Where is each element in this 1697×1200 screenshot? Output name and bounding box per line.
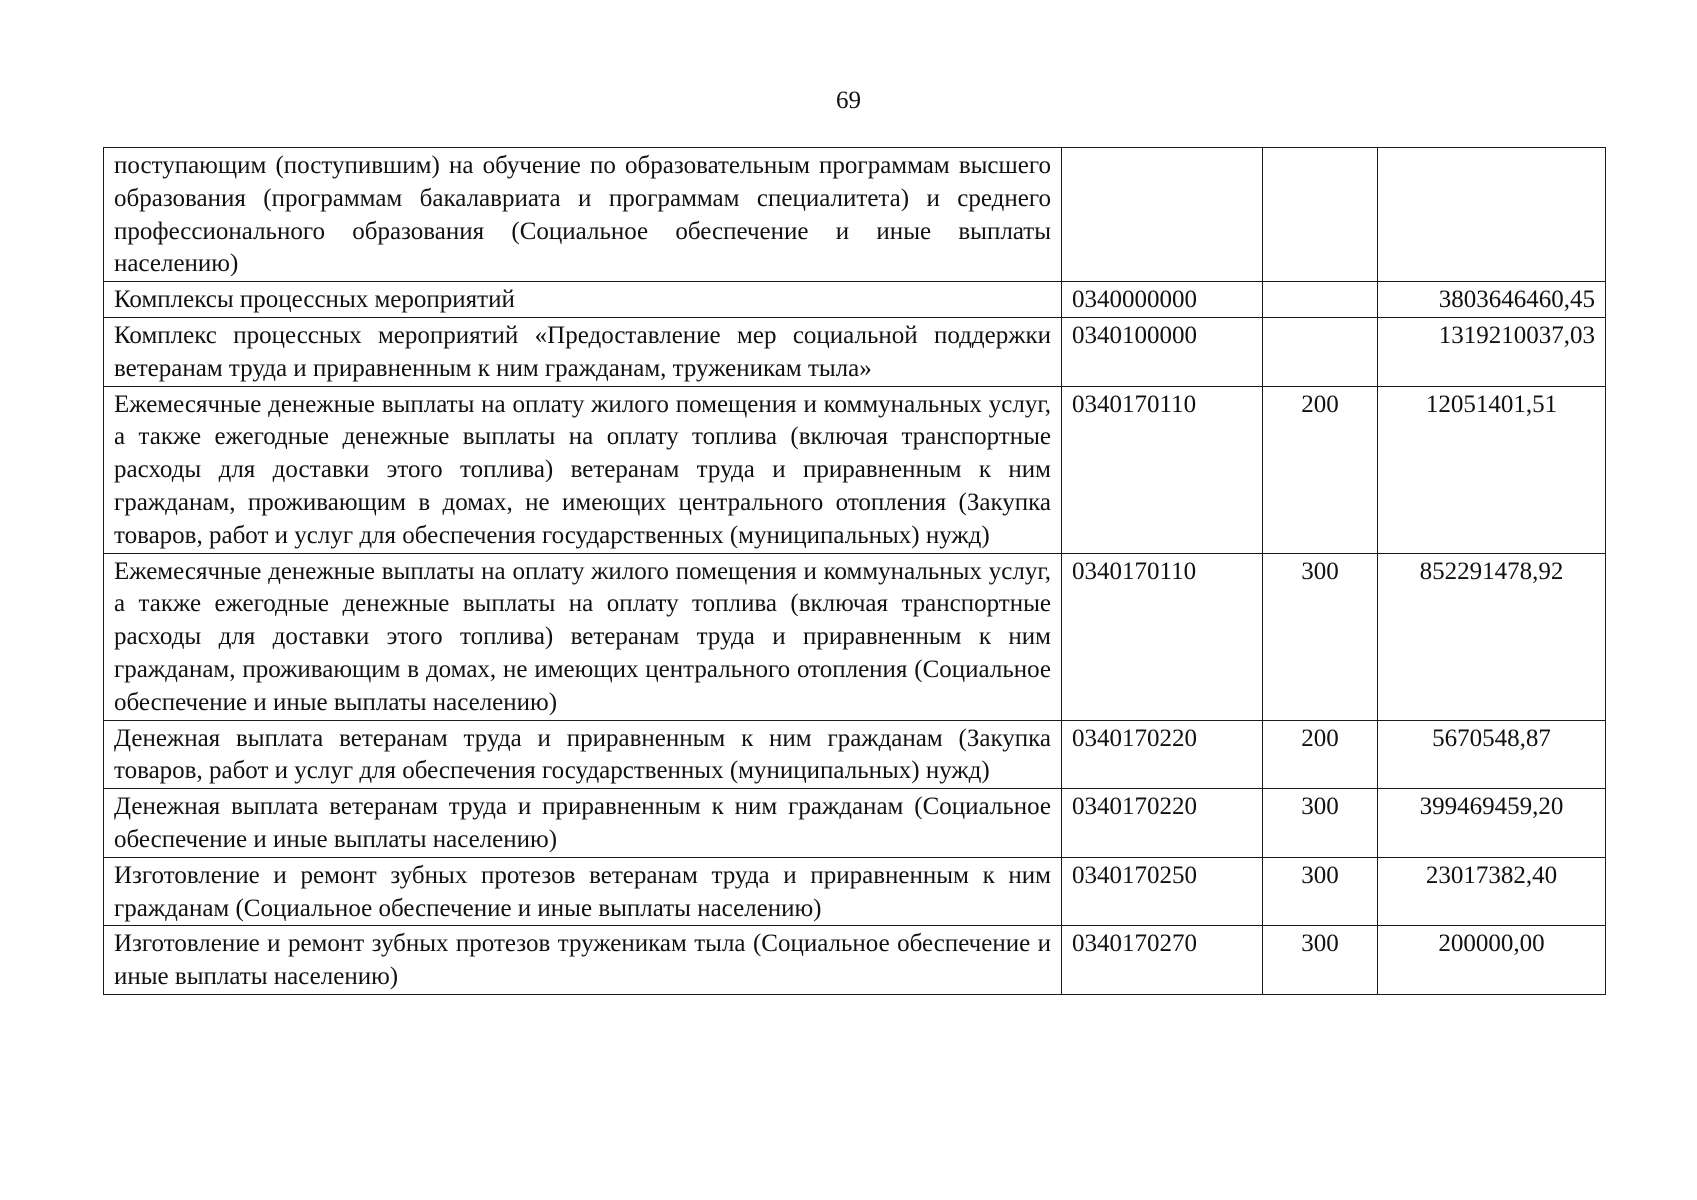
table-row (104, 553, 1606, 720)
row-sum-cell: 200000,00 (1378, 926, 1606, 995)
row-sum-cell: 3803646460,45 (1378, 282, 1606, 318)
table-row (104, 148, 1606, 282)
row-code-cell (1062, 148, 1263, 282)
row-sum-cell: 12051401,51 (1378, 386, 1606, 553)
row-name-cell: Ежемесячные денежные выплаты на оплату жилого помещения и коммунальных услуг, а также ежегодные денежные выплаты на оплату топлива (включая транспортные расходы для доставки этого топлива) ветеранам труда и приравненным к ним гражданам, проживающим в домах, не имеющих центрального отопления (Закупка товаров, работ и услуг для обеспечения государственных (муниципальных) нужд) (104, 386, 1062, 553)
row-name-cell: Изготовление и ремонт зубных протезов ветеранам труда и приравненным к ним гражданам (Социальное обеспечение и иные выплаты населению) (104, 857, 1062, 926)
row-sum-cell (1378, 148, 1606, 282)
row-code-cell: 0340170110 (1062, 386, 1263, 553)
row-sum-cell: 852291478,92 (1378, 553, 1606, 720)
table-row (104, 789, 1606, 858)
row-kvr-cell: 300 (1263, 789, 1378, 858)
row-kvr-cell: 300 (1263, 926, 1378, 995)
row-kvr-cell: 200 (1263, 386, 1378, 553)
page-number: 69 (836, 87, 861, 114)
row-name-cell: Ежемесячные денежные выплаты на оплату жилого помещения и коммунальных услуг, а также ежегодные денежные выплаты на оплату топлива (включая транспортные расходы для доставки этого топлива) ветеранам труда и приравненным к ним гражданам, проживающим в домах, не имеющих центрального отопления (Социальное обеспечение и иные выплаты населению) (104, 553, 1062, 720)
row-sum-cell: 399469459,20 (1378, 789, 1606, 858)
row-code-cell: 0340170110 (1062, 553, 1263, 720)
row-code-cell: 0340170250 (1062, 857, 1263, 926)
row-name-cell: Изготовление и ремонт зубных протезов труженикам тыла (Социальное обеспечение и иные выплаты населению) (104, 926, 1062, 995)
table-row (104, 857, 1606, 926)
table-row (104, 282, 1606, 318)
row-code-cell: 0340170220 (1062, 789, 1263, 858)
row-name-cell: Денежная выплата ветеранам труда и приравненным к ним гражданам (Социальное обеспечение и иные выплаты населению) (104, 789, 1062, 858)
row-kvr-cell (1263, 148, 1378, 282)
row-kvr-cell (1263, 317, 1378, 386)
row-sum-cell: 23017382,40 (1378, 857, 1606, 926)
budget-table (103, 147, 1606, 995)
row-kvr-cell: 300 (1263, 553, 1378, 720)
row-kvr-cell (1263, 282, 1378, 318)
row-kvr-cell: 200 (1263, 720, 1378, 789)
row-name-cell: Комплексы процессных мероприятий (104, 282, 1062, 318)
row-code-cell: 0340000000 (1062, 282, 1263, 318)
row-code-cell: 0340170270 (1062, 926, 1263, 995)
row-name-cell: поступающим (поступившим) на обучение по образовательным программам высшего образования (программам бакалавриата и программам специалитета) и среднего профессионального образования (Социальное обеспечение и иные выплаты населению) (104, 148, 1062, 282)
row-sum-cell: 1319210037,03 (1378, 317, 1606, 386)
table-row (104, 386, 1606, 553)
table-row (104, 720, 1606, 789)
row-code-cell: 0340100000 (1062, 317, 1263, 386)
row-kvr-cell: 300 (1263, 857, 1378, 926)
row-code-cell: 0340170220 (1062, 720, 1263, 789)
row-sum-cell: 5670548,87 (1378, 720, 1606, 789)
row-name-cell: Денежная выплата ветеранам труда и приравненным к ним гражданам (Закупка товаров, работ и услуг для обеспечения государственных (муниципальных) нужд) (104, 720, 1062, 789)
table-row (104, 926, 1606, 995)
table-row (104, 317, 1606, 386)
row-name-cell: Комплекс процессных мероприятий «Предоставление мер социальной поддержки ветеранам труда и приравненным к ним гражданам, труженикам тыла» (104, 317, 1062, 386)
